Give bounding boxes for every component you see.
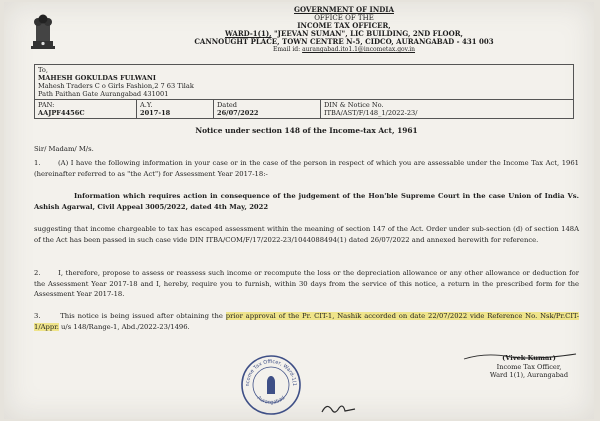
paragraph-3-number: 3. xyxy=(34,312,41,320)
stamp-text-top: ncome Tax Officer, Ward-1(1 xyxy=(244,358,298,387)
notice-page xyxy=(4,2,594,419)
signatory-name: (Vivek Kumar) xyxy=(502,354,556,362)
signatory-designation: Income Tax Officer, xyxy=(496,362,562,371)
signatory-ward: Ward 1(1), Aurangabad xyxy=(489,371,569,379)
ward-label: WARD-1(1), xyxy=(225,29,272,38)
addressee-address-line2: Path Paithan Gate Aurangabad 431001 xyxy=(38,90,169,98)
office-of: OFFICE OF THE xyxy=(314,14,374,22)
din-cell xyxy=(321,100,574,119)
ay-cell xyxy=(137,100,214,119)
addressee-name: MAHESH GOKULDAS FULWANI xyxy=(38,74,156,82)
addressee-table xyxy=(34,64,574,119)
pan-cell xyxy=(35,100,137,119)
initials-signature-icon xyxy=(319,400,359,418)
office-email xyxy=(144,46,544,55)
dated-label: Dated xyxy=(217,101,237,109)
pan-value: AAJPF4456C xyxy=(38,109,85,117)
stamp-text-bottom: Aurangabad xyxy=(255,395,287,406)
building-name: "JEEVAN SUMAN", LIC BUILDING, 2ND FLOOR, xyxy=(271,29,463,38)
paragraph-1-number: 1. xyxy=(34,159,41,167)
suggesting-paragraph: suggesting that income chargeable to tax has escaped assessment within the meaning of section 147 of the Act. Order under sub-section (d) of section 148A of the Act has been passed in such case vide DIN ITBA/COM/F/17/2022-23/1044088494(1) dated 26/07/2022 and annexed herewith for reference. xyxy=(34,225,579,244)
paragraph-1 xyxy=(34,158,579,179)
paragraph-2 xyxy=(34,268,579,300)
paragraph-3-text-b: u/s 148/Range-1, Abd./2022-23/1496. xyxy=(58,322,190,331)
office-address-line2: CANNOUGHT PLACE, TOWN CENTRE N-5, CIDCO, AURANGABAD - 431 003 xyxy=(194,37,494,46)
paragraph-1-text: (A) I have the following information in your case or in the case of the person in respect of which you are assessable under the Income Tax Act, 1961 (hereinafter referred to as "the Act") for Assessment Year 2017-18:- xyxy=(34,159,579,178)
email-label: Email id: xyxy=(272,46,301,53)
office-title: INCOME TAX OFFICER, xyxy=(297,21,391,30)
dated-cell xyxy=(214,100,321,119)
email-address[interactable]: aurangabad.ito1.1@incometax.gov.in xyxy=(302,46,416,53)
pan-label: PAN: xyxy=(38,101,55,109)
information-paragraph: Information which requires action in consequence of the judgement of the Hon'ble Supreme Court in the case Union of India Vs. Ashish Agarwal, Civil Appeal 3005/2022, dated 4th May, 2022 xyxy=(34,192,579,211)
din-value: ITBA/AST/F/148_1/2022-23/ xyxy=(324,109,418,117)
din-label: DIN & Notice No. xyxy=(324,101,384,109)
paragraph-3-text-a: This notice is being issued after obtaining the xyxy=(60,312,226,320)
approval-highlight: prior approval of the Pr. CIT-1, Nashik accorded on date 22/07/2022 vide Reference No. Nsk/Pr.CIT-1/Appr. xyxy=(34,312,579,331)
national-emblem-icon xyxy=(26,8,60,52)
ay-label: A.Y. xyxy=(140,101,153,109)
ay-value: 2017-18 xyxy=(140,109,171,117)
dated-value: 26/07/2022 xyxy=(217,109,259,117)
addressee-address-line1: Mahesh Traders C o Girls Fashion,2 7 63 Tilak xyxy=(38,82,194,90)
paragraph-2-text: I, therefore, propose to assess or reassess such income or recompute the loss or the depreciation allowance or any other allowance or deduction for the Assessment Year 2017-18 and I, hereby, require you to furnish, within 30 days from the service of this notice, a return in the prescribed form for the Assessment Year 2017-18. xyxy=(34,269,579,298)
signatory-block xyxy=(474,354,584,380)
official-stamp-icon xyxy=(240,354,302,416)
addressee-cell xyxy=(35,65,574,100)
salutation: Sir/ Madam/ M/s. xyxy=(34,145,94,153)
govt-heading: GOVERNMENT OF INDIA xyxy=(293,5,395,14)
paragraph-2-number: 2. xyxy=(34,269,41,277)
paragraph-3 xyxy=(34,311,579,332)
to-label: To, xyxy=(38,66,48,74)
notice-title: Notice under section 148 of the Income-tax Act, 1961 xyxy=(195,126,418,135)
